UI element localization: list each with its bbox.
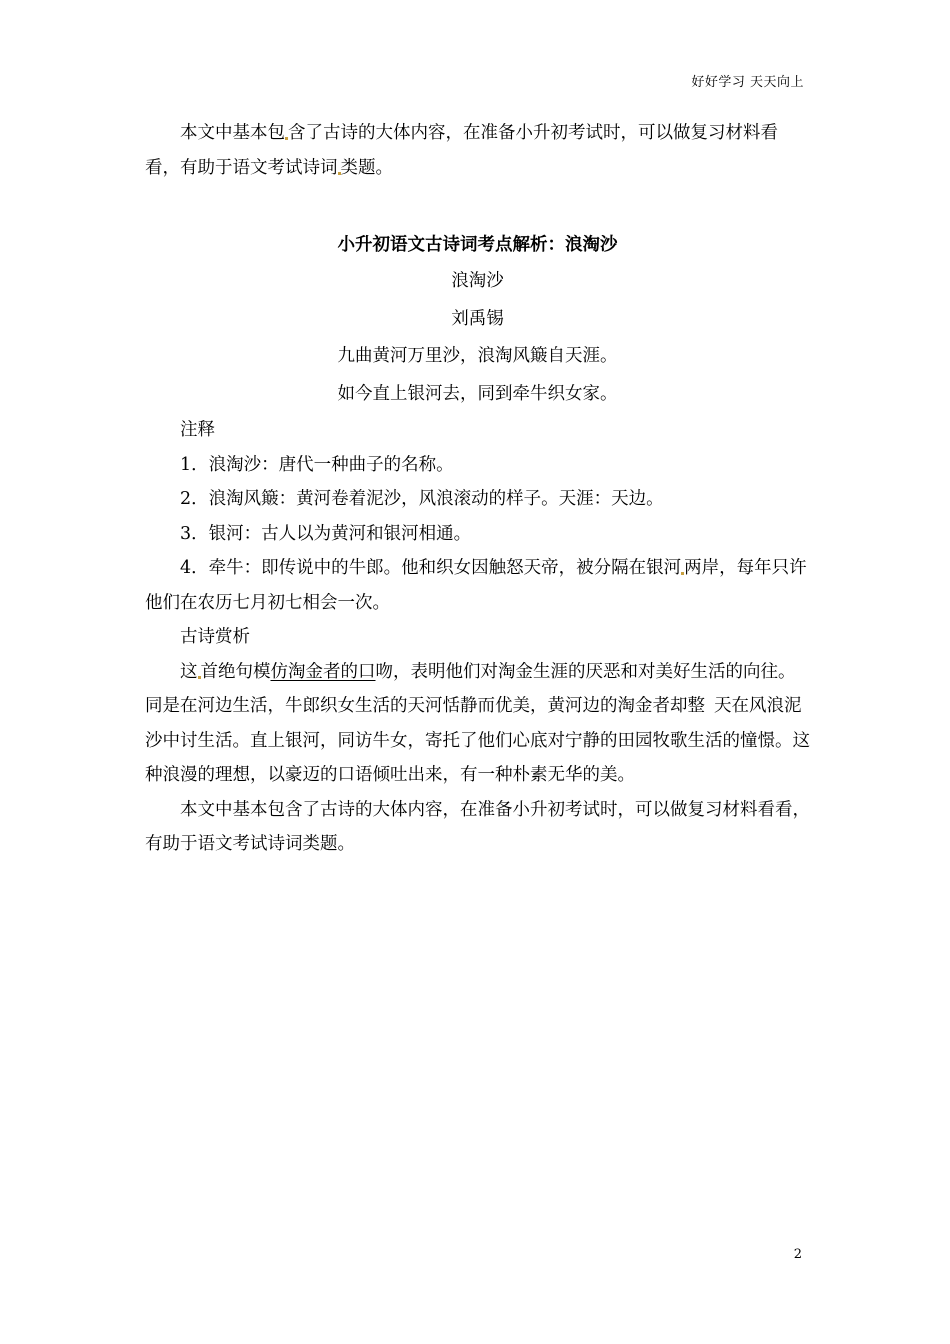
page-number: 2	[793, 1247, 802, 1262]
appreciation-paragraph	[145, 655, 810, 793]
intro-text-2b: 类题。	[340, 157, 393, 178]
appreciation-text-b: 首绝句模	[200, 661, 271, 682]
note-3: 3．银河：古人以为黄河和银河相通。	[180, 523, 472, 544]
page-header-text: 好好学习 天天向上	[691, 75, 804, 90]
notes-heading: 注释	[180, 420, 215, 440]
document-body	[145, 116, 810, 862]
poem-title: 浪淘沙	[451, 271, 504, 291]
note-4	[145, 551, 810, 620]
appreciation-text-c: 吻，表明他们对淘金生涯的厌恶和对美好生活的向往。同是在河边生活，牛郎织女生活的天河恬静而优美，黄河边的淘金者却整	[145, 661, 796, 716]
poem-author: 刘禹锡	[451, 308, 504, 329]
spacer	[145, 185, 810, 227]
intro-text-1a: 本文中基本包	[180, 123, 285, 143]
intro-text-2a: 料看看，有助于语文考试诗词	[145, 123, 778, 178]
appreciation-heading: 古诗赏析	[180, 627, 250, 647]
note-4-text-b: 两岸，每年只许他们在农历七月初七相会一次。	[145, 558, 807, 613]
appreciation-text-d: 天在风浪泥沙中讨生活。直上银河，同访牛女，寄托了他们心底对宁静的田园牧歌生活的憧憬。这种浪漫的理想，以豪迈的口语倾吐出来，有一种朴素无华的美。	[145, 696, 810, 785]
article-title: 小升初语文古诗词考点解析：浪淘沙	[337, 235, 618, 255]
note-4-text-a: 4．牵牛：即传说中的牛郎。他和织女因触怒天帝，被分隔在银河	[180, 558, 682, 578]
intro-text-1b: 含了古诗的大体内容，在准备小升初考试时，可以做复习材	[288, 123, 743, 143]
underlined-phrase: 仿淘金者的口	[270, 661, 376, 682]
note-1: 1．浪淘沙：唐代一种曲子的名称。	[180, 454, 454, 475]
intro-paragraph	[145, 116, 810, 185]
poem-verse-2: 如今直上银河去，同到牵牛织女家。	[337, 383, 618, 404]
note-2: 2．浪淘风簸：黄河卷着泥沙，风浪滚动的样子。天涯：天边。	[180, 489, 664, 509]
poem-verse-1: 九曲黄河万里沙，浪淘风簸自天涯。	[337, 346, 618, 366]
outro-paragraph: 本文中基本包含了古诗的大体内容，在准备小升初考试时，可以做复习材料看看，有助于语文考试诗词类题。	[145, 799, 810, 854]
appreciation-text-a: 这	[180, 661, 198, 682]
